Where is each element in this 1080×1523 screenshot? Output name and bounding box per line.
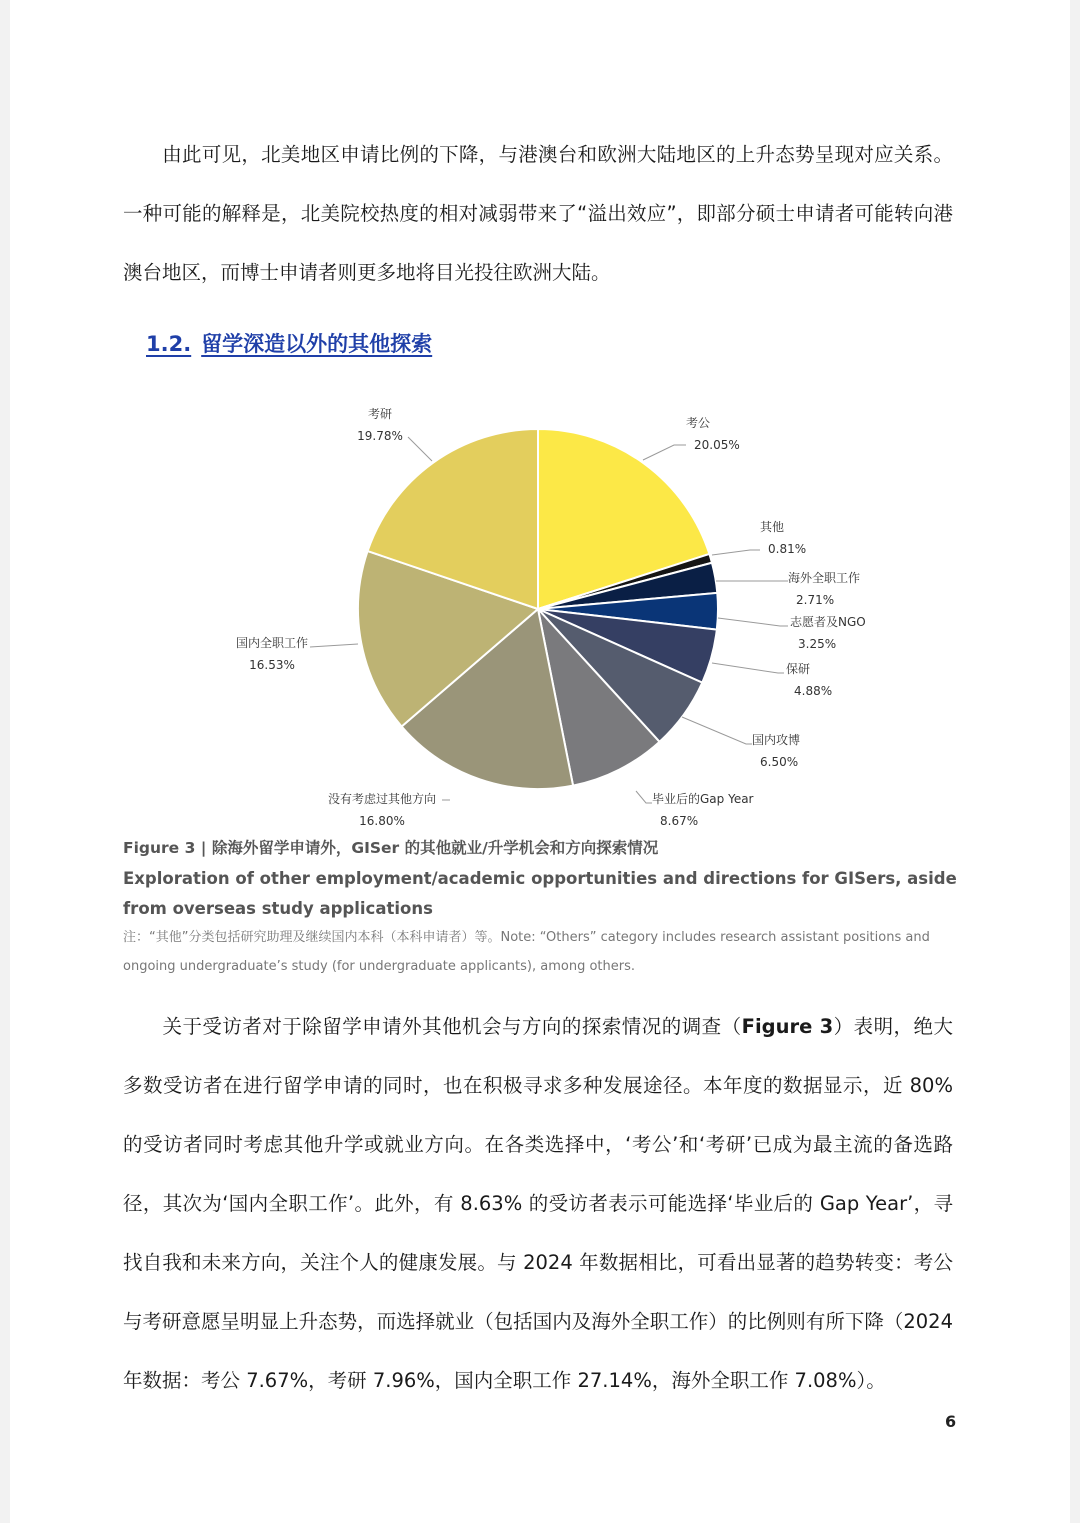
section-heading [146, 328, 432, 358]
slice-value-9: 19.78% [357, 429, 403, 443]
page-number: 6 [945, 1412, 957, 1431]
figure-title-cn: 除海外留学申请外，GISer 的其他就业/升学机会和方向探索情况 [211, 839, 659, 857]
slice-label-3: 志愿者及NGO [790, 615, 866, 629]
slice-value-7: 16.80% [359, 814, 405, 828]
slice-value-8: 16.53% [249, 658, 295, 672]
leader-line-3 [718, 618, 788, 626]
slice-value-3: 3.25% [798, 637, 837, 651]
slice-label-1: 其他 [760, 520, 785, 534]
slice-value-1: 0.81% [768, 542, 807, 556]
figure-title-en: Exploration of other employment/academic opportunities and directions for GISers, aside from overseas study applications [123, 869, 957, 918]
leader-line-0 [643, 445, 686, 460]
slice-label-4: 保研 [786, 662, 811, 676]
slice-label-6: 毕业后的Gap Year [652, 792, 754, 806]
analysis-paragraph: 关于受访者对于除留学申请外其他机会与方向的探索情况的调查（Figure 3）表明，绝大多数受访者在进行留学申请的同时，也在积极寻求多种发展途径。本年度的数据显示，近 80% 的受访者同时考虑其他升学或就业方向。在各类选择中，‘考公’和‘考研’已成为最主流的备选路径，其次为‘国内全职工作’。此外，有 8.63% 的受访者表示可能选择‘毕业后的 Gap Year’，寻找自我和未来方向，关注个人的健康发展。与 2024 年数据相比，可看出显著的趋势转变：考公与考研意愿呈明显上升态势，而选择就业（包括国内及海外全职工作）的比例则有所下降（2024 年数据：考公 7.67%，考研 7.96%，国内全职工作 27.14%，海外全职工作 7.08%）。 [123, 1015, 953, 1392]
figure-note: 注：“其他”分类包括研究助理及继续国内本科（本科申请者）等。Note: “Others” category includes research assistant positions and ongoing undergraduate’s study (for undergraduate applicants), among others. [123, 930, 930, 974]
figure-label: Figure 3 [123, 839, 196, 857]
slice-value-2: 2.71% [796, 593, 835, 607]
caption-separator: | [200, 839, 207, 857]
slice-value-5: 6.50% [760, 755, 799, 769]
slice-label-7: 没有考虑过其他方向 [327, 792, 437, 806]
document-page [10, 0, 1070, 1523]
slice-value-6: 8.67% [660, 814, 699, 828]
section-number: 1.2. [146, 332, 192, 356]
slice-label-0: 考公 [686, 416, 711, 430]
slice-label-8: 国内全职工作 [235, 636, 309, 650]
leader-line-5 [682, 717, 752, 744]
pie-chart [10, 395, 1070, 835]
leader-line-8 [310, 644, 358, 647]
figure-caption [123, 836, 658, 858]
slice-label-5: 国内攻博 [752, 733, 801, 747]
slice-value-0: 20.05% [694, 438, 740, 452]
slice-label-2: 海外全职工作 [788, 571, 861, 585]
leader-line-6 [636, 791, 652, 803]
figure-reference: Figure 3 [741, 1015, 834, 1038]
slice-label-9: 考研 [367, 407, 393, 421]
slice-value-4: 4.88% [794, 684, 833, 698]
intro-paragraph: 由此可见，北美地区申请比例的下降，与港澳台和欧洲大陆地区的上升态势呈现对应关系。一种可能的解释是，北美院校热度的相对减弱带来了“溢出效应”，即部分硕士申请者可能转向港澳台地区，而博士申请者则更多地将目光投往欧洲大陆。 [123, 143, 953, 284]
section-title: 留学深造以外的其他探索 [201, 332, 433, 356]
leader-line-9 [408, 437, 432, 461]
leader-line-1 [712, 550, 760, 555]
leader-line-4 [712, 663, 784, 673]
